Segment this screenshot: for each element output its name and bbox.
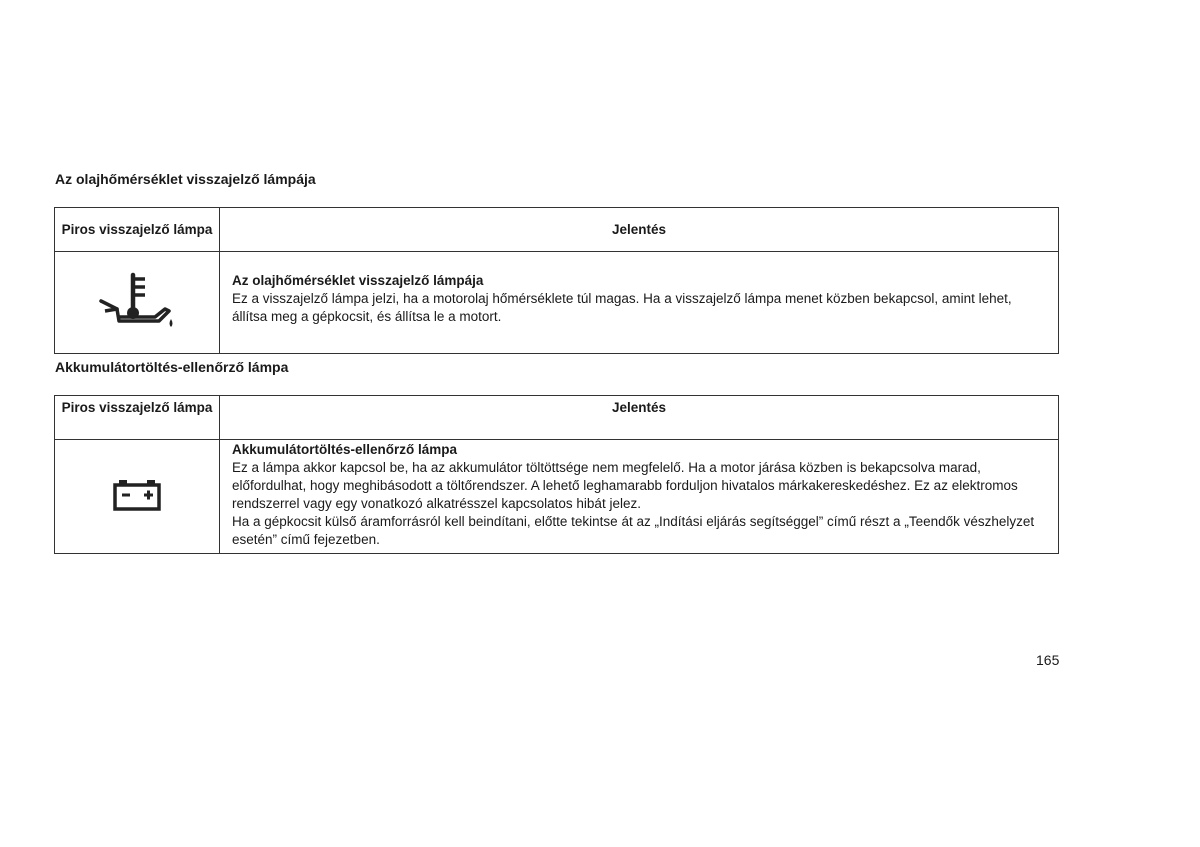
table-header-row — [55, 396, 1059, 440]
description-cell — [220, 252, 1059, 354]
header-meaning: Jelentés — [220, 208, 1059, 252]
header-warning-lamp: Piros visszajelző lámpa — [55, 396, 220, 440]
icon-cell — [55, 440, 220, 554]
row-text-1: Ez a lámpa akkor kapcsol be, ha az akkumulátor töltöttsége nem megfelelő. Ha a motor járása közben is bekapcsolva marad, előfordulhat, hogy meghibásodott a töltőrendszer. A lehető leghamarabb forduljon hivatalos márkakereskedéshez. Ez az elektromos rendszerrel vagy egy vonatkozó alkatrésszel kapcsolatos hibát jelez. — [232, 460, 1018, 511]
row-title: Akkumulátortöltés-ellenőrző lámpa — [232, 442, 458, 457]
table-row — [55, 252, 1059, 354]
section-title-oil-temperature: Az olajhőmérséklet visszajelző lámpája — [55, 171, 316, 187]
row-text-2: Ha a gépkocsit külső áramforrásról kell beindítani, előtte tekintse át az „Indítási eljárás segítséggel” című részt a „Teendők vészhelyzet esetén” című fejezetben. — [232, 514, 1035, 547]
oil-temperature-table — [54, 207, 1059, 354]
table-header-row — [55, 208, 1059, 252]
battery-table — [54, 395, 1059, 554]
row-title: Az olajhőmérséklet visszajelző lámpája — [232, 273, 484, 288]
icon-cell — [55, 252, 220, 354]
header-warning-lamp: Piros visszajelző lámpa — [55, 208, 220, 252]
page-number: 165 — [1036, 652, 1060, 668]
oil-temperature-icon — [99, 271, 175, 331]
table-row — [55, 440, 1059, 554]
battery-icon — [113, 478, 161, 512]
row-text: Ez a visszajelző lámpa jelzi, ha a motorolaj hőmérséklete túl magas. Ha a visszajelző lámpa menet közben bekapcsol, amint lehet, állítsa meg a gépkocsit, és állítsa le a motort. — [232, 291, 1012, 324]
description-cell — [220, 440, 1059, 554]
header-meaning: Jelentés — [220, 396, 1059, 440]
section-title-battery: Akkumulátortöltés-ellenőrző lámpa — [55, 359, 289, 375]
